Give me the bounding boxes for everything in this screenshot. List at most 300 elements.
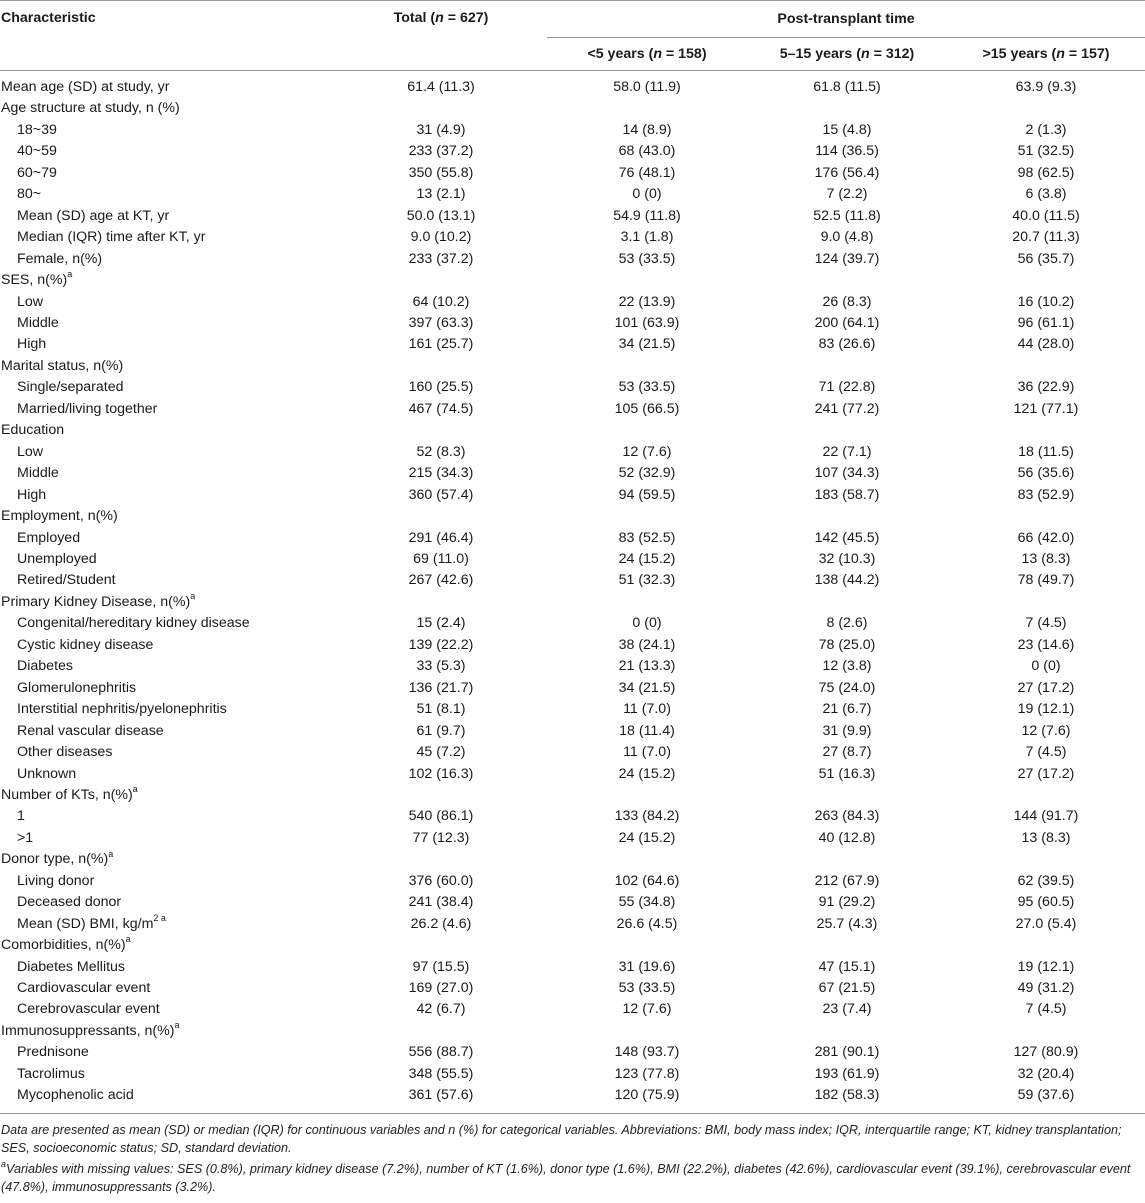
- cell-value: [335, 935, 547, 956]
- cell-value: 3.1 (1.8): [620, 229, 674, 246]
- footnote-marker: a: [190, 591, 196, 602]
- table-footnotes: [0, 1114, 1145, 1196]
- table-row: [0, 163, 1145, 184]
- cell-value: 11 (7.0): [623, 701, 671, 718]
- cell-value: [947, 935, 1145, 956]
- cell-value: 78 (25.0): [818, 636, 876, 653]
- table-row: [0, 71, 1145, 99]
- table-row: [0, 828, 1145, 849]
- cell-value: 98 (62.5): [1017, 164, 1075, 181]
- cell-value: 56 (35.7): [1017, 250, 1075, 267]
- cell-value: 2 (1.3): [1025, 121, 1067, 138]
- cell-value: 397 (63.3): [408, 314, 474, 331]
- cell-value: 0 (0): [632, 615, 662, 632]
- table-row: [0, 249, 1145, 270]
- cell-value: [547, 420, 747, 441]
- cell-value: [547, 849, 747, 870]
- table-row: [0, 292, 1145, 313]
- cell-value: 22 (7.1): [822, 443, 872, 460]
- table-row: [0, 849, 1145, 870]
- row-label: High: [17, 486, 47, 503]
- row-label: Immunosuppressants, n(%)$^a$: [1, 1020, 180, 1039]
- table-row: [0, 1064, 1145, 1085]
- row-label: Cardiovascular event: [17, 980, 151, 997]
- cell-value: [335, 506, 547, 527]
- footnote-marker: a: [67, 269, 73, 280]
- cell-value: 360 (57.4): [408, 486, 474, 503]
- cell-value: 27 (8.7): [822, 744, 872, 761]
- cell-value: 107 (34.3): [814, 465, 880, 482]
- row-label: Other diseases: [17, 744, 113, 761]
- cell-value: 50.0 (13.1): [406, 207, 476, 224]
- cell-value: 123 (77.8): [614, 1065, 680, 1082]
- cell-value: 7 (4.5): [1025, 615, 1067, 632]
- cell-value: 53 (33.5): [618, 250, 676, 267]
- cell-value: 22 (13.9): [618, 293, 676, 310]
- cell-value: 361 (57.6): [335, 1085, 547, 1114]
- table-row: [0, 98, 1145, 119]
- row-label: Tacrolimus: [17, 1065, 85, 1082]
- cell-value: 263 (84.3): [814, 808, 880, 825]
- cell-value: 61 (9.7): [416, 722, 466, 739]
- cell-value: [547, 785, 747, 806]
- cell-value: 53 (33.5): [618, 379, 676, 396]
- footnote-missing-values: $^a$Variables with missing values: SES (0.8%), primary kidney disease (7.2%), number of KT (1.6%), donor type (1.6%), BMI (22.2%), diabetes (42.6%), cardiovascular event (39.1%), cerebrovascular event (47.8%), immunosuppressants (3.2%).: [1, 1159, 1131, 1195]
- cell-value: 233 (37.2): [408, 250, 474, 267]
- cell-value: 183 (58.7): [814, 486, 880, 503]
- cell-value: 75 (24.0): [818, 679, 876, 696]
- cell-value: 62 (39.5): [1017, 872, 1075, 889]
- row-label: 60~79: [17, 164, 57, 181]
- cell-value: 83 (52.9): [1017, 486, 1075, 503]
- cell-value: 102 (16.3): [408, 765, 474, 782]
- row-label: Glomerulonephritis: [17, 679, 137, 696]
- table-row: [0, 742, 1145, 763]
- cell-value: 144 (91.7): [1013, 808, 1079, 825]
- cell-value: 44 (28.0): [1017, 336, 1075, 353]
- cell-value: 124 (39.7): [814, 250, 880, 267]
- cell-value: 34 (21.5): [618, 336, 676, 353]
- cell-value: 52.5 (11.8): [813, 207, 881, 224]
- cell-value: 160 (25.5): [408, 379, 474, 396]
- cell-value: 51 (16.3): [818, 765, 876, 782]
- cell-value: 12 (3.8): [822, 658, 872, 675]
- cell-value: 26.2 (4.6): [410, 915, 472, 932]
- cell-value: 96 (61.1): [1017, 314, 1075, 331]
- cell-value: 21 (6.7): [822, 701, 872, 718]
- cell-value: 26.6 (4.5): [616, 915, 678, 932]
- cell-value: 51 (32.5): [1017, 143, 1075, 160]
- cell-value: 40 (12.8): [818, 829, 876, 846]
- cell-value: 348 (55.5): [408, 1065, 474, 1082]
- table-row: [0, 227, 1145, 248]
- table-header: [0, 1, 1145, 71]
- cell-value: 0 (0): [1031, 658, 1061, 675]
- cell-value: 95 (60.5): [1017, 894, 1075, 911]
- cell-value: [547, 1021, 747, 1042]
- table-row: [0, 1042, 1145, 1063]
- cell-value: 52 (8.3): [416, 443, 466, 460]
- cell-value: 61.4 (11.3): [407, 79, 475, 95]
- cell-value: 18 (11.4): [619, 722, 675, 739]
- cell-value: 83 (52.5): [618, 529, 676, 546]
- cell-value: 21 (13.3): [618, 658, 676, 675]
- row-label: 40~59: [17, 143, 57, 160]
- cell-value: [747, 98, 947, 119]
- cell-value: [335, 785, 547, 806]
- table-row: [0, 978, 1145, 999]
- table-row: [0, 935, 1145, 956]
- cell-value: 66 (42.0): [1017, 529, 1075, 546]
- table-row: [0, 463, 1145, 484]
- table-row: [0, 806, 1145, 827]
- cell-value: 53 (33.5): [618, 980, 676, 997]
- row-label: Donor type, n(%)$^a$: [1, 848, 114, 868]
- cell-value: 31 (9.9): [822, 722, 872, 739]
- row-label: Married/living together: [17, 400, 158, 417]
- cell-value: 105 (66.5): [614, 400, 680, 417]
- cell-value: 24 (15.2): [618, 829, 676, 846]
- table-row: [0, 399, 1145, 420]
- cell-value: [747, 506, 947, 527]
- cell-value: 133 (84.2): [614, 808, 680, 825]
- cell-value: 182 (58.3): [747, 1085, 947, 1114]
- row-label: Low: [17, 293, 44, 310]
- table-row: [0, 1021, 1145, 1042]
- table-row: [0, 313, 1145, 334]
- header-group-lt5: <5 years (n = 158): [547, 38, 747, 71]
- cell-value: 78 (49.7): [1017, 572, 1075, 589]
- table-row: [0, 656, 1145, 677]
- cell-value: 67 (21.5): [818, 980, 876, 997]
- table-row: [0, 420, 1145, 441]
- cell-value: [547, 506, 747, 527]
- table-row: [0, 377, 1145, 398]
- cell-value: [947, 506, 1145, 527]
- cell-value: [547, 98, 747, 119]
- cell-value: 19 (12.1): [1017, 701, 1075, 718]
- row-label: Living donor: [17, 872, 95, 889]
- cell-value: 136 (21.7): [408, 679, 474, 696]
- cell-value: 556 (88.7): [408, 1044, 474, 1061]
- table-row: [0, 592, 1145, 613]
- cell-value: 63.9 (9.3): [1015, 79, 1077, 95]
- cell-value: [747, 849, 947, 870]
- row-label: Marital status, n(%): [1, 357, 124, 374]
- cell-value: 233 (37.2): [408, 143, 474, 160]
- table-row: [0, 914, 1145, 935]
- cell-value: [747, 270, 947, 291]
- row-label: Deceased donor: [17, 894, 122, 911]
- table-row: [0, 549, 1145, 570]
- cell-value: 51 (32.3): [618, 572, 676, 589]
- cell-value: 193 (61.9): [814, 1065, 880, 1082]
- cell-value: 138 (44.2): [814, 572, 880, 589]
- cell-value: 25.7 (4.3): [816, 915, 878, 932]
- cell-value: [747, 356, 947, 377]
- cell-value: 9.0 (4.8): [820, 229, 874, 246]
- footnote-marker: a: [125, 934, 131, 945]
- table-row: [0, 721, 1145, 742]
- row-label: 1: [17, 808, 25, 825]
- cell-value: 540 (86.1): [408, 808, 474, 825]
- row-label: Mean (SD) age at KT, yr: [17, 207, 170, 224]
- cell-value: 8 (2.6): [826, 615, 868, 632]
- cell-value: 241 (38.4): [408, 894, 474, 911]
- cell-value: 32 (20.4): [1017, 1065, 1075, 1082]
- cell-value: 58.0 (11.9): [613, 79, 681, 95]
- cell-value: [335, 270, 547, 291]
- row-label: Number of KTs, n(%)$^a$: [1, 784, 138, 803]
- cell-value: 142 (45.5): [814, 529, 880, 546]
- cell-value: 121 (77.1): [1013, 400, 1079, 417]
- header-group-5-15: 5–15 years (n = 312): [747, 38, 947, 71]
- cell-value: 34 (21.5): [618, 679, 676, 696]
- row-label: Single/separated: [17, 379, 124, 396]
- table-row: [0, 528, 1145, 549]
- cell-value: [947, 592, 1145, 613]
- cell-value: 15 (2.4): [416, 615, 466, 632]
- cell-value: 69 (11.0): [413, 550, 469, 567]
- cell-value: 7 (4.5): [1025, 744, 1067, 761]
- cell-value: [947, 849, 1145, 870]
- cell-value: 148 (93.7): [614, 1044, 680, 1061]
- cell-value: 24 (15.2): [618, 765, 676, 782]
- row-label: Diabetes: [17, 658, 73, 675]
- row-label: Comorbidities, n(%)$^a$: [1, 934, 131, 954]
- cell-value: 139 (22.2): [408, 636, 474, 653]
- cell-value: 45 (7.2): [416, 744, 466, 761]
- cell-value: 55 (34.8): [618, 894, 676, 911]
- table-row: [0, 442, 1145, 463]
- row-label: SES, n(%)$^a$: [1, 269, 73, 289]
- table-row: [0, 270, 1145, 291]
- table-row: [0, 699, 1145, 720]
- cell-value: 350 (55.8): [408, 164, 474, 181]
- cell-value: 14 (8.9): [622, 121, 672, 138]
- cell-value: 12 (7.6): [1021, 722, 1071, 739]
- row-label: Median (IQR) time after KT, yr: [17, 229, 206, 246]
- cell-value: 376 (60.0): [408, 872, 474, 889]
- row-label: Age structure at study, n (%): [1, 100, 180, 117]
- cell-value: [947, 98, 1145, 119]
- cell-value: 24 (15.2): [618, 550, 676, 567]
- table-row: [0, 184, 1145, 205]
- cell-value: 13 (8.3): [1021, 829, 1071, 846]
- table-row: [0, 334, 1145, 355]
- cell-value: 52 (32.9): [618, 465, 676, 482]
- cell-value: 267 (42.6): [408, 572, 474, 589]
- cell-value: 215 (34.3): [408, 465, 474, 482]
- cell-value: 32 (10.3): [818, 550, 876, 567]
- footnote-abbreviations: Data are presented as mean (SD) or median (IQR) for continuous variables and n (%) for categorical variables. Abbreviations: BMI, body mass index; IQR, interquartile range; KT, kidney transplantation; SES, socioeconomic status; SD, standard deviation.: [1, 1123, 1122, 1155]
- table-row: [0, 506, 1145, 527]
- cell-value: 27 (17.2): [1017, 765, 1075, 782]
- footnote-marker: a: [108, 848, 114, 859]
- cell-value: 7 (2.2): [826, 186, 868, 203]
- cell-value: 467 (74.5): [408, 400, 474, 417]
- row-label: Mean (SD) BMI, $kg/m^{2 a}$: [17, 912, 166, 932]
- cell-value: 59 (37.6): [947, 1085, 1145, 1114]
- cell-value: 13 (8.3): [1021, 550, 1071, 567]
- cell-value: 38 (24.1): [618, 636, 676, 653]
- table-body: [0, 71, 1145, 1114]
- cell-value: [547, 592, 747, 613]
- row-label: Prednisone: [17, 1044, 89, 1061]
- table-row: [0, 892, 1145, 913]
- row-label: Congenital/hereditary kidney disease: [17, 615, 250, 632]
- row-label: >1: [17, 829, 34, 846]
- row-label: Cerebrovascular event: [17, 1001, 160, 1018]
- cell-value: [547, 270, 747, 291]
- row-label: 18~39: [17, 121, 57, 138]
- row-label: Primary Kidney Disease, n(%)$^a$: [1, 591, 196, 610]
- row-label: Female, n(%): [17, 250, 103, 267]
- cell-value: 31 (4.9): [416, 121, 466, 138]
- row-label: Interstitial nephritis/pyelonephritis: [17, 701, 227, 718]
- row-label: High: [17, 336, 47, 353]
- footnote-marker: a: [174, 1020, 180, 1031]
- cell-value: 11 (7.0): [623, 744, 671, 761]
- cell-value: 7 (4.5): [1025, 1001, 1067, 1018]
- cell-value: 23 (7.4): [822, 1001, 872, 1018]
- cell-value: 71 (22.8): [818, 379, 876, 396]
- row-label: 80~: [17, 186, 42, 203]
- row-label: Diabetes Mellitus: [17, 958, 126, 975]
- cell-value: 101 (63.9): [614, 314, 680, 331]
- cell-value: 19 (12.1): [1017, 958, 1075, 975]
- cell-value: 64 (10.2): [412, 293, 470, 310]
- cell-value: 76 (48.1): [618, 164, 676, 181]
- cell-value: 31 (19.6): [618, 958, 676, 975]
- row-label: Unemployed: [17, 550, 97, 567]
- footnote-marker: 2 a: [153, 912, 166, 923]
- cell-value: [335, 849, 547, 870]
- cell-value: [335, 98, 547, 119]
- cell-value: 0 (0): [632, 186, 662, 203]
- header-characteristic: Characteristic: [0, 1, 335, 71]
- cell-value: 12 (7.6): [622, 443, 672, 460]
- cell-value: 47 (15.1): [818, 958, 876, 975]
- cell-value: 42 (6.7): [416, 1001, 466, 1018]
- table-row: [0, 871, 1145, 892]
- cell-value: 169 (27.0): [408, 980, 474, 997]
- cell-value: [335, 356, 547, 377]
- cell-value: [947, 1021, 1145, 1042]
- cell-value: 94 (59.5): [618, 486, 676, 503]
- table-row: [0, 785, 1145, 806]
- cell-value: 114 (36.5): [815, 143, 879, 160]
- cell-value: [747, 1021, 947, 1042]
- cell-value: 12 (7.6): [622, 1001, 672, 1018]
- row-label: Low: [17, 443, 44, 460]
- row-label: Employed: [17, 529, 81, 546]
- cell-value: [947, 785, 1145, 806]
- cell-value: [747, 420, 947, 441]
- table-row: [0, 206, 1145, 227]
- table-row: [0, 356, 1145, 377]
- cell-value: 291 (46.4): [408, 529, 474, 546]
- cell-value: 16 (10.2): [1017, 293, 1075, 310]
- cell-value: [335, 420, 547, 441]
- cell-value: 33 (5.3): [416, 658, 466, 675]
- cell-value: 161 (25.7): [408, 336, 474, 353]
- table-row: [0, 678, 1145, 699]
- row-label: Cystic kidney disease: [17, 636, 154, 653]
- cell-value: 91 (29.2): [818, 894, 876, 911]
- header-total: Total (n = 627): [335, 1, 547, 71]
- table-row: [0, 485, 1145, 506]
- cell-value: 212 (67.9): [814, 872, 880, 889]
- cell-value: 18 (11.5): [1018, 443, 1074, 460]
- cell-value: 20.7 (11.3): [1012, 229, 1080, 246]
- cell-value: [747, 785, 947, 806]
- cell-value: [547, 935, 747, 956]
- cell-value: 61.8 (11.5): [813, 79, 881, 95]
- cell-value: 83 (26.6): [818, 336, 876, 353]
- cell-value: [747, 935, 947, 956]
- cell-value: 6 (3.8): [1025, 186, 1067, 203]
- cell-value: 9.0 (10.2): [410, 229, 472, 246]
- cell-value: 200 (64.1): [814, 314, 880, 331]
- cell-value: 176 (56.4): [814, 164, 880, 181]
- cell-value: 26 (8.3): [822, 293, 872, 310]
- cell-value: 27.0 (5.4): [1015, 915, 1077, 932]
- cell-value: 77 (12.3): [412, 829, 470, 846]
- table-row: [0, 999, 1145, 1020]
- cell-value: [335, 1021, 547, 1042]
- table-row: [0, 1085, 1145, 1114]
- table-row: [0, 764, 1145, 785]
- cell-value: 102 (64.6): [614, 872, 680, 889]
- cell-value: [947, 270, 1145, 291]
- cell-value: 127 (80.9): [1013, 1044, 1079, 1061]
- cell-value: 54.9 (11.8): [613, 207, 681, 224]
- cell-value: 27 (17.2): [1017, 679, 1075, 696]
- row-label: Mycophenolic acid: [0, 1085, 335, 1114]
- cell-value: 68 (43.0): [618, 143, 676, 160]
- cell-value: 15 (4.8): [822, 121, 872, 138]
- row-label: Retired/Student: [17, 572, 116, 589]
- cell-value: 241 (77.2): [814, 400, 880, 417]
- cell-value: [747, 592, 947, 613]
- cell-value: 120 (75.9): [547, 1085, 747, 1114]
- footnote-marker: a: [132, 784, 138, 795]
- cell-value: 51 (8.1): [416, 701, 466, 718]
- cell-value: 40.0 (11.5): [1012, 207, 1080, 224]
- cell-value: [947, 356, 1145, 377]
- table-row: [0, 635, 1145, 656]
- row-label: Renal vascular disease: [17, 722, 164, 739]
- row-label: Middle: [17, 465, 59, 482]
- cell-value: [335, 592, 547, 613]
- table-row: [0, 613, 1145, 634]
- table-row: [0, 957, 1145, 978]
- table-row: [0, 141, 1145, 162]
- table-row: [0, 570, 1145, 591]
- cell-value: 56 (35.6): [1017, 465, 1075, 482]
- cell-value: 97 (15.5): [412, 958, 470, 975]
- header-group-gt15: >15 years (n = 157): [947, 38, 1145, 71]
- cell-value: [547, 356, 747, 377]
- table-row: [0, 120, 1145, 141]
- cell-value: 23 (14.6): [1017, 636, 1075, 653]
- row-label: Mean age (SD) at study, yr: [1, 79, 170, 95]
- cell-value: 281 (90.1): [814, 1044, 880, 1061]
- cell-value: [947, 420, 1145, 441]
- cell-value: 49 (31.2): [1017, 980, 1075, 997]
- cell-value: 36 (22.9): [1017, 379, 1075, 396]
